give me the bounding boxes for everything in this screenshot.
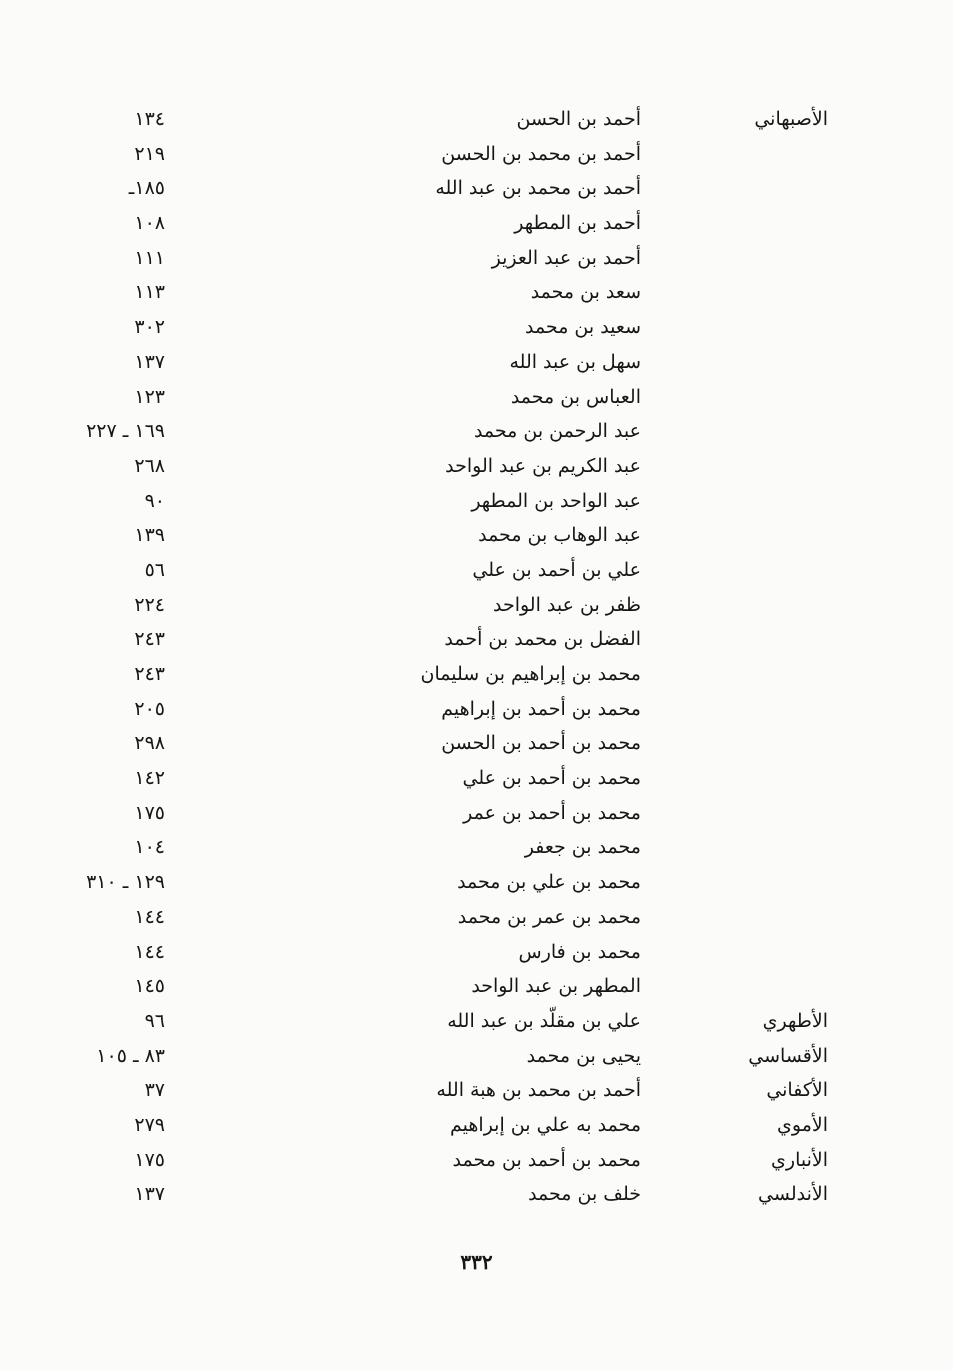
entry-nisba: [648, 380, 828, 415]
entry-nisba: [648, 761, 828, 796]
entry-nisba: [648, 137, 828, 172]
index-entry: [0, 761, 953, 796]
entry-page-refs: ٢٦٨: [134, 454, 165, 477]
entry-page-refs: ٣٠٢: [134, 316, 165, 339]
entry-person-name: عبد الكريم بن عبد الواحد: [445, 454, 641, 477]
index-entry: [0, 1039, 953, 1074]
index-entry: [0, 969, 953, 1004]
entry-nisba: [648, 657, 828, 692]
entry-nisba: [648, 865, 828, 900]
entry-person-name: عبد الوهاب بن محمد: [478, 524, 641, 547]
entry-page-refs: ١٢٩ ـ ٣١٠: [86, 871, 165, 894]
entry-nisba: [648, 935, 828, 970]
index-entry: [0, 1143, 953, 1178]
entry-page-refs: ١٤٤: [134, 940, 165, 963]
entry-person-name: سهل بن عبد الله: [509, 350, 641, 373]
entry-nisba: [648, 726, 828, 761]
entry-person-name: أحمد بن محمد بن هبة الله: [436, 1079, 641, 1102]
entry-person-name: محمد بن أحمد بن الحسن: [441, 732, 641, 755]
index-entry: [0, 518, 953, 553]
entry-page-refs: ١٤٥: [134, 975, 165, 998]
page-number: ٣٣٢: [460, 1250, 493, 1274]
index-entry: [0, 830, 953, 865]
entry-person-name: يحيى بن محمد: [526, 1044, 641, 1067]
index-entry: [0, 449, 953, 484]
entry-page-refs: ٢٤٣: [134, 628, 165, 651]
entry-page-refs: ١٠٤: [134, 836, 165, 859]
entry-person-name: محمد به علي بن إبراهيم: [450, 1113, 641, 1136]
index-entry: [0, 484, 953, 519]
index-entry: [0, 345, 953, 380]
index-entry: [0, 206, 953, 241]
entry-nisba: [648, 622, 828, 657]
entry-person-name: سعيد بن محمد: [524, 316, 641, 339]
entry-page-refs: ١٣٧: [134, 350, 165, 373]
entry-person-name: محمد بن فارس: [518, 940, 641, 963]
entry-page-refs: ٢٩٨: [134, 732, 165, 755]
entry-page-refs: ٢٢٤: [134, 593, 165, 616]
entry-nisba: [648, 692, 828, 727]
entry-person-name: محمد بن علي بن محمد: [457, 871, 641, 894]
entry-person-name: سعد بن محمد: [530, 281, 641, 304]
entry-page-refs: ٩٠: [144, 489, 165, 512]
index-entry: [0, 796, 953, 831]
entry-nisba: [648, 588, 828, 623]
name-index-list: [0, 102, 953, 1212]
entry-nisba: [648, 969, 828, 1004]
entry-page-refs: ٢٧٩: [134, 1113, 165, 1136]
entry-page-refs: ٩٦: [144, 1009, 165, 1032]
index-entry: [0, 553, 953, 588]
entry-nisba: الأندلسي: [758, 1183, 828, 1206]
entry-page-refs: ١٧٥: [134, 1148, 165, 1171]
entry-page-refs: ١٧٥: [134, 801, 165, 824]
entry-person-name: الفضل بن محمد بن أحمد: [444, 628, 641, 651]
index-entry: [0, 657, 953, 692]
entry-page-refs: ١٠٨: [134, 212, 165, 235]
entry-nisba: [648, 171, 828, 206]
entry-person-name: أحمد بن محمد بن الحسن: [441, 142, 641, 165]
index-entry: [0, 588, 953, 623]
index-entry: [0, 900, 953, 935]
entry-nisba: الأكفاني: [766, 1079, 828, 1102]
entry-person-name: محمد بن أحمد بن علي: [462, 767, 641, 790]
entry-page-refs: ٣٧: [144, 1079, 165, 1102]
entry-person-name: أحمد بن عبد العزيز: [491, 246, 641, 269]
entry-nisba: [648, 796, 828, 831]
entry-person-name: علي بن أحمد بن علي: [472, 558, 641, 581]
index-entry: [0, 241, 953, 276]
entry-person-name: ظفر بن عبد الواحد: [492, 593, 641, 616]
entry-nisba: الأنباري: [771, 1148, 828, 1171]
index-entry: [0, 622, 953, 657]
entry-nisba: الأطهري: [762, 1009, 828, 1032]
index-entry: [0, 310, 953, 345]
entry-nisba: [648, 900, 828, 935]
index-entry: [0, 726, 953, 761]
entry-person-name: العباس بن محمد: [510, 385, 641, 408]
entry-page-refs: ١١١: [134, 246, 165, 269]
entry-page-refs: ٢١٩: [134, 142, 165, 165]
entry-person-name: محمد بن أحمد بن عمر: [463, 801, 641, 824]
index-entry: [0, 935, 953, 970]
entry-person-name: عبد الواحد بن المطهر: [471, 489, 641, 512]
entry-person-name: محمد بن جعفر: [524, 836, 641, 859]
entry-page-refs: ١٣٤: [134, 108, 165, 130]
index-entry: [0, 137, 953, 172]
entry-page-refs: ١٣٧: [134, 1183, 165, 1206]
entry-person-name: عبد الرحمن بن محمد: [473, 420, 641, 443]
entry-page-refs: ٨٣ ـ ١٠٥: [96, 1044, 165, 1067]
index-entry: [0, 275, 953, 310]
entry-person-name: خلف بن محمد: [528, 1183, 641, 1206]
index-entry: [0, 865, 953, 900]
entry-person-name: محمد بن أحمد بن محمد: [452, 1148, 641, 1171]
entry-page-refs: ١١٣: [134, 281, 165, 304]
entry-person-name: محمد بن عمر بن محمد: [457, 905, 641, 928]
index-entry: [0, 414, 953, 449]
entry-nisba: [648, 275, 828, 310]
entry-nisba: [648, 414, 828, 449]
entry-nisba: [648, 310, 828, 345]
entry-person-name: محمد بن إبراهيم بن سليمان: [420, 663, 641, 685]
index-entry: [0, 102, 953, 137]
entry-page-refs: ١٣٩: [134, 524, 165, 547]
index-entry: [0, 1004, 953, 1039]
entry-page-refs: ١٤٤: [134, 905, 165, 928]
entry-nisba: [648, 830, 828, 865]
index-entry: [0, 380, 953, 415]
entry-page-refs: ١٢٣: [134, 385, 165, 408]
entry-page-refs: ١٦٩ ـ ٢٢٧: [86, 420, 165, 443]
index-entry: [0, 171, 953, 206]
entry-page-refs: ١٨٥ـ: [128, 177, 165, 200]
entry-person-name: علي بن مقلّد بن عبد الله: [447, 1009, 641, 1032]
entry-nisba: [648, 345, 828, 380]
entry-nisba: [648, 449, 828, 484]
entry-person-name: المطهر بن عبد الواحد: [471, 975, 641, 998]
entry-nisba: [648, 241, 828, 276]
entry-person-name: محمد بن أحمد بن إبراهيم: [441, 697, 641, 720]
entry-nisba: الأموي: [777, 1113, 828, 1136]
entry-page-refs: ٥٦: [144, 558, 165, 581]
entry-nisba: الأصبهاني: [754, 108, 828, 130]
entry-nisba: [648, 206, 828, 241]
entry-nisba: [648, 518, 828, 553]
entry-person-name: أحمد بن المطهر: [514, 212, 641, 235]
entry-nisba: [648, 484, 828, 519]
entry-nisba: [648, 553, 828, 588]
entry-page-refs: ٢٠٥: [134, 697, 165, 720]
entry-page-refs: ٢٤٣: [134, 663, 165, 685]
entry-nisba: الأقساسي: [748, 1044, 828, 1067]
entry-page-refs: ١٤٢: [134, 767, 165, 790]
index-entry: [0, 1108, 953, 1143]
index-entry: [0, 1073, 953, 1108]
entry-person-name: أحمد بن محمد بن عبد الله: [435, 177, 641, 200]
index-entry: [0, 1177, 953, 1212]
entry-person-name: أحمد بن الحسن: [516, 108, 641, 130]
index-entry: [0, 692, 953, 727]
